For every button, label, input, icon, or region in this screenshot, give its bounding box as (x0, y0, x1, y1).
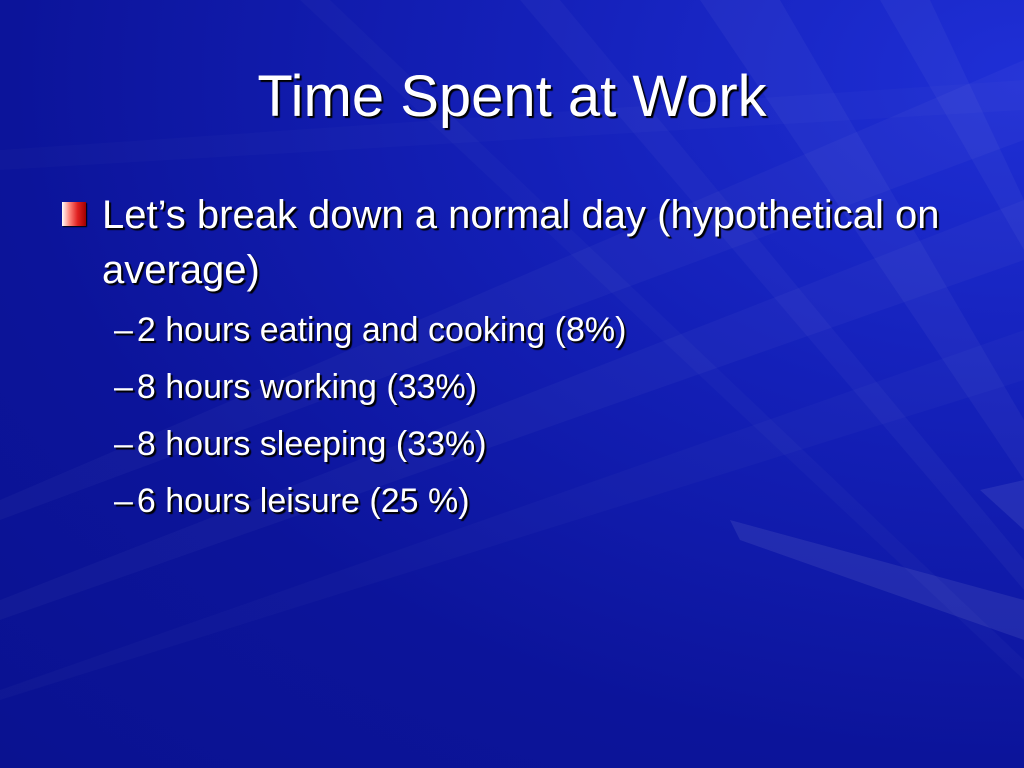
sub-bullet-list (62, 302, 962, 530)
sub-bullet-text: 8 hours sleeping (33%) (136, 425, 487, 463)
sub-bullet-item (114, 359, 962, 416)
red-square-bullet-icon (62, 202, 86, 226)
bullet-item (62, 188, 962, 298)
slide-body (62, 188, 962, 530)
bullet-text: Let’s break down a normal day (hypothetical on average) (102, 193, 940, 292)
dash-marker: – (114, 425, 133, 463)
slide-title: Time Spent at Work (257, 64, 767, 129)
dash-marker: – (114, 482, 133, 520)
sub-bullet-text: 6 hours leisure (25 %) (136, 482, 470, 520)
sub-bullet-item (114, 416, 962, 473)
sub-bullet-item (114, 302, 962, 359)
sub-bullet-text: 2 hours eating and cooking (8%) (136, 311, 627, 349)
dash-marker: – (114, 311, 133, 349)
sub-bullet-text: 8 hours working (33%) (136, 368, 478, 406)
sub-bullet-item (114, 473, 962, 530)
dash-marker: – (114, 368, 133, 406)
